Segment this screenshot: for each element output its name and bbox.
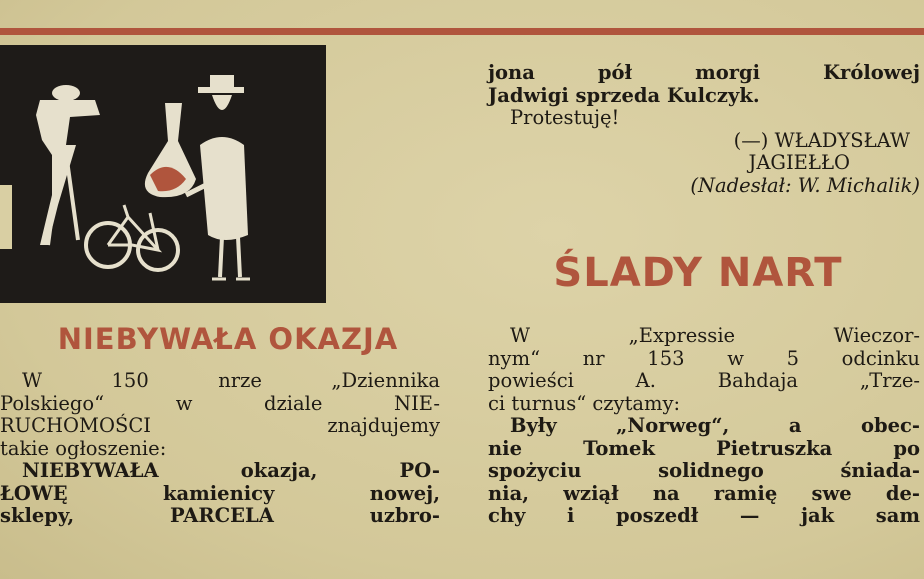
signature-line: (—) WŁADYSŁAW — [733, 128, 910, 152]
text-line: sklepy, PARCELA uzbro- — [0, 504, 440, 527]
cartoon-drawing — [0, 45, 326, 303]
text-line: chy i poszedł — jak sam — [488, 504, 920, 527]
column-left — [0, 370, 440, 528]
text-line: Jadwigi sprzeda Kulczyk. — [488, 83, 760, 107]
text-line: ŁOWĘ kamienicy nowej, — [0, 481, 440, 505]
signature-line: JAGIEŁŁO — [748, 151, 850, 174]
text-line: W 150 nrze „Dziennika — [22, 369, 440, 392]
man-face — [212, 95, 232, 110]
text-line: Były „Norweg“, a obec- — [510, 414, 920, 437]
headline-slady-nart: ŚLADY NART — [553, 250, 843, 296]
top-rule — [0, 28, 924, 35]
text-line: nym“ nr 153 w 5 odcinku — [488, 346, 920, 370]
text-line: powieści A. Bahdaja „Trze- — [488, 369, 920, 392]
figure-head — [52, 85, 80, 101]
frame-edge — [0, 185, 12, 249]
bicycle-frame — [108, 205, 158, 250]
man-coat — [200, 137, 248, 240]
hat-crown — [210, 75, 234, 89]
text-line: spożyciu solidnego śniada- — [488, 459, 920, 482]
man-legs — [220, 237, 240, 277]
headline-niebywala-okazja: NIEBYWAŁA OKAZJA — [57, 322, 399, 356]
text-line: Protestuję! — [510, 106, 620, 129]
text-line: RUCHOMOŚCI znajdujemy — [0, 414, 440, 437]
cartoon-illustration — [0, 45, 326, 303]
column-right-lower — [488, 325, 920, 528]
text-line: Polskiego“ w dziale NIE- — [0, 391, 440, 415]
column-right — [488, 62, 920, 197]
text-line: takie ogłoszenie: — [0, 436, 167, 460]
text-line: nia, wziął na ramię swe de- — [488, 481, 920, 505]
credit-line: (Nadesłał: W. Michalik) — [690, 173, 920, 197]
text-line: jona pół morgi Królowej — [488, 61, 920, 84]
text-line: NIEBYWAŁA okazja, PO- — [22, 459, 440, 482]
text-line: W „Expressie Wieczor- — [510, 324, 920, 347]
text-line: ci turnus“ czytamy: — [488, 391, 681, 415]
text-line: nie Tomek Pietruszka po — [488, 436, 920, 460]
